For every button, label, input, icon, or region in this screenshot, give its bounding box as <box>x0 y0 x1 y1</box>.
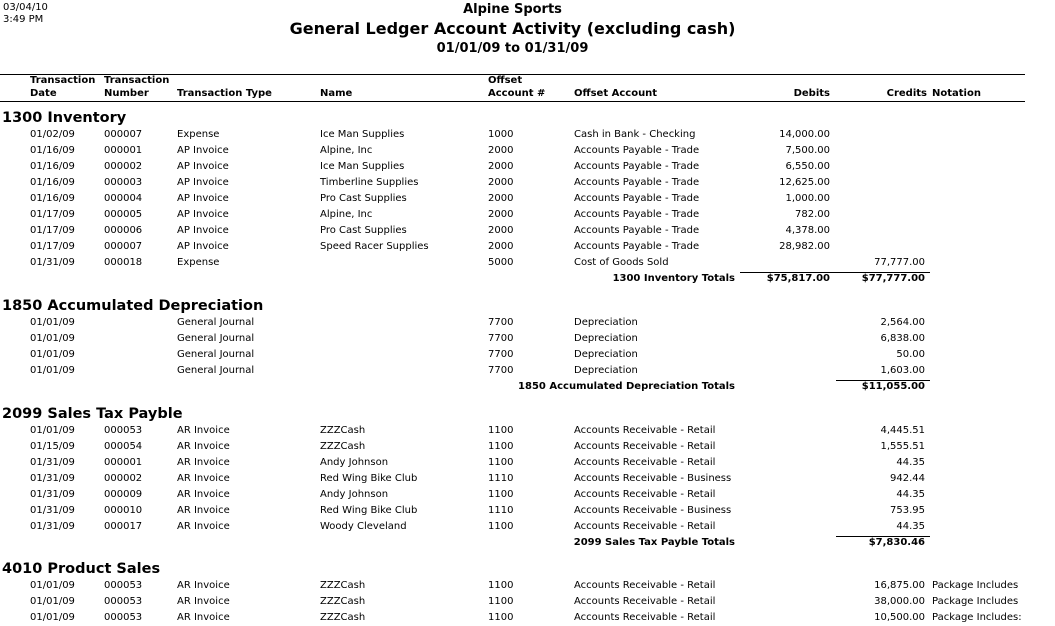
offset-account-name: Accounts Receivable - Retail <box>574 612 716 623</box>
debit-amount: 12,625.00 <box>779 177 830 188</box>
offset-account-number: 7700 <box>488 365 514 376</box>
offset-account-name: Accounts Receivable - Retail <box>574 441 716 452</box>
txn-number: 000002 <box>104 161 143 172</box>
credit-amount: 942.44 <box>890 473 925 484</box>
offset-account-number: 7700 <box>488 317 514 328</box>
credit-amount: 4,445.51 <box>880 425 925 436</box>
offset-account-number: 2000 <box>488 225 514 236</box>
txn-number: 000003 <box>104 177 143 188</box>
debit-amount: 4,378.00 <box>785 225 830 236</box>
txn-date: 01/16/09 <box>30 193 75 204</box>
section-title: 4010 Product Sales <box>2 561 161 577</box>
offset-account-number: 7700 <box>488 349 514 360</box>
offset-account-number: 2000 <box>488 193 514 204</box>
col-header-name: Name <box>320 88 353 99</box>
txn-type: General Journal <box>177 349 255 360</box>
offset-account-number: 1100 <box>488 521 514 532</box>
offset-account-name: Accounts Receivable - Retail <box>574 580 716 591</box>
credit-amount: 44.35 <box>896 489 925 500</box>
txn-name: Timberline Supplies <box>320 177 419 188</box>
offset-account-number: 1100 <box>488 441 514 452</box>
section-title: 1850 Accumulated Depreciation <box>2 298 264 314</box>
txn-type: AR Invoice <box>177 521 230 532</box>
txn-name: Pro Cast Supplies <box>320 225 407 236</box>
col-header-credits: Credits <box>886 88 927 99</box>
offset-account-name: Accounts Receivable - Business <box>574 473 732 484</box>
txn-date: 01/31/09 <box>30 257 75 268</box>
txn-number: 000004 <box>104 193 143 204</box>
txn-date: 01/01/09 <box>30 317 75 328</box>
debit-amount: 28,982.00 <box>779 241 830 252</box>
col-header-number-line1: Transaction <box>104 75 170 86</box>
txn-name: Ice Man Supplies <box>320 129 405 140</box>
credit-amount: 77,777.00 <box>874 257 925 268</box>
txn-name: Woody Cleveland <box>320 521 407 532</box>
txn-name: ZZZCash <box>320 596 366 607</box>
offset-account-number: 2000 <box>488 209 514 220</box>
ledger-row <box>0 363 1055 379</box>
debit-amount: 782.00 <box>795 209 830 220</box>
ledger-row <box>0 175 1055 191</box>
txn-number: 000054 <box>104 441 143 452</box>
print-time: 3:49 PM <box>3 14 44 25</box>
col-header-number-line2: Number <box>104 88 149 99</box>
txn-name: Alpine, Inc <box>320 209 373 220</box>
offset-account-number: 1100 <box>488 596 514 607</box>
txn-type: AR Invoice <box>177 580 230 591</box>
offset-account-number: 1000 <box>488 129 514 140</box>
txn-date: 01/15/09 <box>30 441 75 452</box>
debit-amount: 7,500.00 <box>785 145 830 156</box>
txn-number: 000007 <box>104 241 143 252</box>
txn-date: 01/16/09 <box>30 161 75 172</box>
ledger-row <box>0 423 1055 439</box>
txn-type: AR Invoice <box>177 457 230 468</box>
offset-account-name: Depreciation <box>574 349 638 360</box>
txn-date: 01/01/09 <box>30 580 75 591</box>
credit-amount: 16,875.00 <box>874 580 925 591</box>
txn-date: 01/01/09 <box>30 365 75 376</box>
txn-number: 000001 <box>104 457 143 468</box>
ledger-row <box>0 347 1055 363</box>
section-totals-label: 1850 Accumulated Depreciation Totals <box>518 381 735 392</box>
notation: Package Includes <box>932 580 1019 591</box>
txn-date: 01/01/09 <box>30 333 75 344</box>
txn-type: AR Invoice <box>177 505 230 516</box>
txn-number: 000053 <box>104 580 143 591</box>
txn-type: AP Invoice <box>177 161 229 172</box>
txn-name: ZZZCash <box>320 425 366 436</box>
txn-type: AP Invoice <box>177 241 229 252</box>
offset-account-name: Accounts Payable - Trade <box>574 193 700 204</box>
report-title: General Ledger Account Activity (excluding cash) <box>289 19 736 38</box>
offset-account-number: 1100 <box>488 489 514 500</box>
credit-amount: 2,564.00 <box>880 317 925 328</box>
txn-type: AR Invoice <box>177 473 230 484</box>
txn-type: Expense <box>177 129 220 140</box>
txn-date: 01/01/09 <box>30 425 75 436</box>
offset-account-number: 2000 <box>488 145 514 156</box>
ledger-row <box>0 239 1055 255</box>
offset-account-name: Accounts Payable - Trade <box>574 161 700 172</box>
txn-name: Andy Johnson <box>320 457 389 468</box>
section-title: 2099 Sales Tax Payble <box>2 406 183 422</box>
section-total-debits: $75,817.00 <box>766 273 830 284</box>
offset-account-number: 5000 <box>488 257 514 268</box>
txn-type: AP Invoice <box>177 177 229 188</box>
txn-date: 01/17/09 <box>30 241 75 252</box>
col-header-offset-account: Offset Account <box>574 88 658 99</box>
company-name: Alpine Sports <box>463 2 562 17</box>
col-header-debits: Debits <box>793 88 830 99</box>
txn-type: AP Invoice <box>177 145 229 156</box>
ledger-row <box>0 223 1055 239</box>
offset-account-number: 1100 <box>488 457 514 468</box>
txn-date: 01/31/09 <box>30 505 75 516</box>
txn-type: AR Invoice <box>177 441 230 452</box>
txn-type: AR Invoice <box>177 489 230 500</box>
ledger-row <box>0 439 1055 455</box>
section-total-credits: $11,055.00 <box>861 381 925 392</box>
ledger-row <box>0 471 1055 487</box>
ledger-row <box>0 610 1055 626</box>
txn-date: 01/31/09 <box>30 521 75 532</box>
col-header-offset-line1: Offset <box>488 75 523 86</box>
credit-amount: 44.35 <box>896 521 925 532</box>
credit-amount: 753.95 <box>890 505 925 516</box>
header-bottom-rule <box>0 101 1025 102</box>
offset-account-number: 1110 <box>488 505 514 516</box>
txn-type: AP Invoice <box>177 225 229 236</box>
section-title: 1300 Inventory <box>2 110 127 126</box>
col-header-number <box>104 74 169 100</box>
txn-number: 000053 <box>104 612 143 623</box>
offset-account-number: 2000 <box>488 177 514 188</box>
txn-number: 000010 <box>104 505 143 516</box>
txn-type: AP Invoice <box>177 209 229 220</box>
ledger-row <box>0 315 1055 331</box>
ledger-row <box>0 331 1055 347</box>
offset-account-name: Depreciation <box>574 333 638 344</box>
txn-number: 000009 <box>104 489 143 500</box>
credit-amount: 10,500.00 <box>874 612 925 623</box>
txn-type: Expense <box>177 257 220 268</box>
txn-date: 01/31/09 <box>30 457 75 468</box>
offset-account-name: Depreciation <box>574 317 638 328</box>
txn-type: AR Invoice <box>177 425 230 436</box>
txn-type: AR Invoice <box>177 612 230 623</box>
txn-name: Ice Man Supplies <box>320 161 405 172</box>
ledger-row <box>0 255 1055 271</box>
credit-amount: 50.00 <box>896 349 925 360</box>
section-totals-label: 1300 Inventory Totals <box>612 273 735 284</box>
offset-account-number: 1100 <box>488 612 514 623</box>
ledger-row <box>0 578 1055 594</box>
txn-type: General Journal <box>177 365 255 376</box>
col-header-date <box>30 74 95 100</box>
notation: Package Includes <box>932 596 1019 607</box>
offset-account-number: 1100 <box>488 580 514 591</box>
offset-account-name: Depreciation <box>574 365 638 376</box>
txn-number: 000017 <box>104 521 143 532</box>
offset-account-number: 7700 <box>488 333 514 344</box>
offset-account-name: Accounts Receivable - Retail <box>574 425 716 436</box>
col-header-offset <box>488 74 545 100</box>
offset-account-number: 2000 <box>488 241 514 252</box>
txn-number: 000007 <box>104 129 143 140</box>
txn-name: ZZZCash <box>320 441 366 452</box>
txn-type: AR Invoice <box>177 596 230 607</box>
col-header-date-line2: Date <box>30 88 57 99</box>
offset-account-number: 2000 <box>488 161 514 172</box>
txn-date: 01/02/09 <box>30 129 75 140</box>
txn-name: Andy Johnson <box>320 489 389 500</box>
txn-date: 01/17/09 <box>30 209 75 220</box>
ledger-row <box>0 143 1055 159</box>
col-header-date-line1: Transaction <box>30 75 96 86</box>
txn-date: 01/16/09 <box>30 145 75 156</box>
offset-account-name: Accounts Payable - Trade <box>574 225 700 236</box>
credit-amount: 6,838.00 <box>880 333 925 344</box>
txn-name: Red Wing Bike Club <box>320 473 418 484</box>
section-totals-label: 2099 Sales Tax Payble Totals <box>573 537 735 548</box>
ledger-row <box>0 487 1055 503</box>
print-date: 03/04/10 <box>3 2 48 13</box>
col-header-notation: Notation <box>932 88 981 99</box>
debit-amount: 14,000.00 <box>779 129 830 140</box>
offset-account-name: Accounts Receivable - Retail <box>574 521 716 532</box>
txn-name: Pro Cast Supplies <box>320 193 407 204</box>
ledger-row <box>0 455 1055 471</box>
ledger-row <box>0 159 1055 175</box>
offset-account-number: 1110 <box>488 473 514 484</box>
credit-amount: 38,000.00 <box>874 596 925 607</box>
totals-rule <box>740 272 930 273</box>
debit-amount: 6,550.00 <box>785 161 830 172</box>
txn-number: 000018 <box>104 257 143 268</box>
ledger-row <box>0 127 1055 143</box>
txn-name: ZZZCash <box>320 580 366 591</box>
credit-amount: 1,555.51 <box>880 441 925 452</box>
txn-date: 01/17/09 <box>30 225 75 236</box>
txn-number: 000005 <box>104 209 143 220</box>
section-total-credits: $77,777.00 <box>861 273 925 284</box>
txn-type: AP Invoice <box>177 193 229 204</box>
offset-account-name: Cash in Bank - Checking <box>574 129 696 140</box>
offset-account-name: Accounts Receivable - Business <box>574 505 732 516</box>
offset-account-name: Accounts Receivable - Retail <box>574 489 716 500</box>
txn-date: 01/31/09 <box>30 489 75 500</box>
txn-date: 01/01/09 <box>30 612 75 623</box>
ledger-row <box>0 503 1055 519</box>
offset-account-name: Accounts Receivable - Retail <box>574 457 716 468</box>
credit-amount: 1,603.00 <box>880 365 925 376</box>
totals-rule <box>836 380 930 381</box>
offset-account-name: Cost of Goods Sold <box>574 257 669 268</box>
txn-type: General Journal <box>177 333 255 344</box>
credit-amount: 44.35 <box>896 457 925 468</box>
debit-amount: 1,000.00 <box>785 193 830 204</box>
txn-date: 01/01/09 <box>30 349 75 360</box>
offset-account-name: Accounts Receivable - Retail <box>574 596 716 607</box>
ledger-row <box>0 207 1055 223</box>
col-header-offset-line2: Account # <box>488 88 546 99</box>
txn-name: ZZZCash <box>320 612 366 623</box>
txn-name: Red Wing Bike Club <box>320 505 418 516</box>
section-total-credits: $7,830.46 <box>868 537 925 548</box>
offset-account-name: Accounts Payable - Trade <box>574 145 700 156</box>
txn-number: 000002 <box>104 473 143 484</box>
txn-name: Alpine, Inc <box>320 145 373 156</box>
totals-rule <box>836 536 930 537</box>
txn-type: General Journal <box>177 317 255 328</box>
txn-date: 01/31/09 <box>30 473 75 484</box>
offset-account-name: Accounts Payable - Trade <box>574 241 700 252</box>
txn-date: 01/01/09 <box>30 596 75 607</box>
txn-name: Speed Racer Supplies <box>320 241 429 252</box>
txn-number: 000001 <box>104 145 143 156</box>
txn-number: 000053 <box>104 425 143 436</box>
offset-account-number: 1100 <box>488 425 514 436</box>
txn-date: 01/16/09 <box>30 177 75 188</box>
ledger-row <box>0 191 1055 207</box>
txn-number: 000006 <box>104 225 143 236</box>
ledger-row <box>0 519 1055 535</box>
report-date-range: 01/01/09 to 01/31/09 <box>436 41 589 56</box>
txn-number: 000053 <box>104 596 143 607</box>
offset-account-name: Accounts Payable - Trade <box>574 177 700 188</box>
col-header-type: Transaction Type <box>177 88 272 99</box>
ledger-row <box>0 594 1055 610</box>
offset-account-name: Accounts Payable - Trade <box>574 209 700 220</box>
notation: Package Includes: <box>932 612 1022 623</box>
